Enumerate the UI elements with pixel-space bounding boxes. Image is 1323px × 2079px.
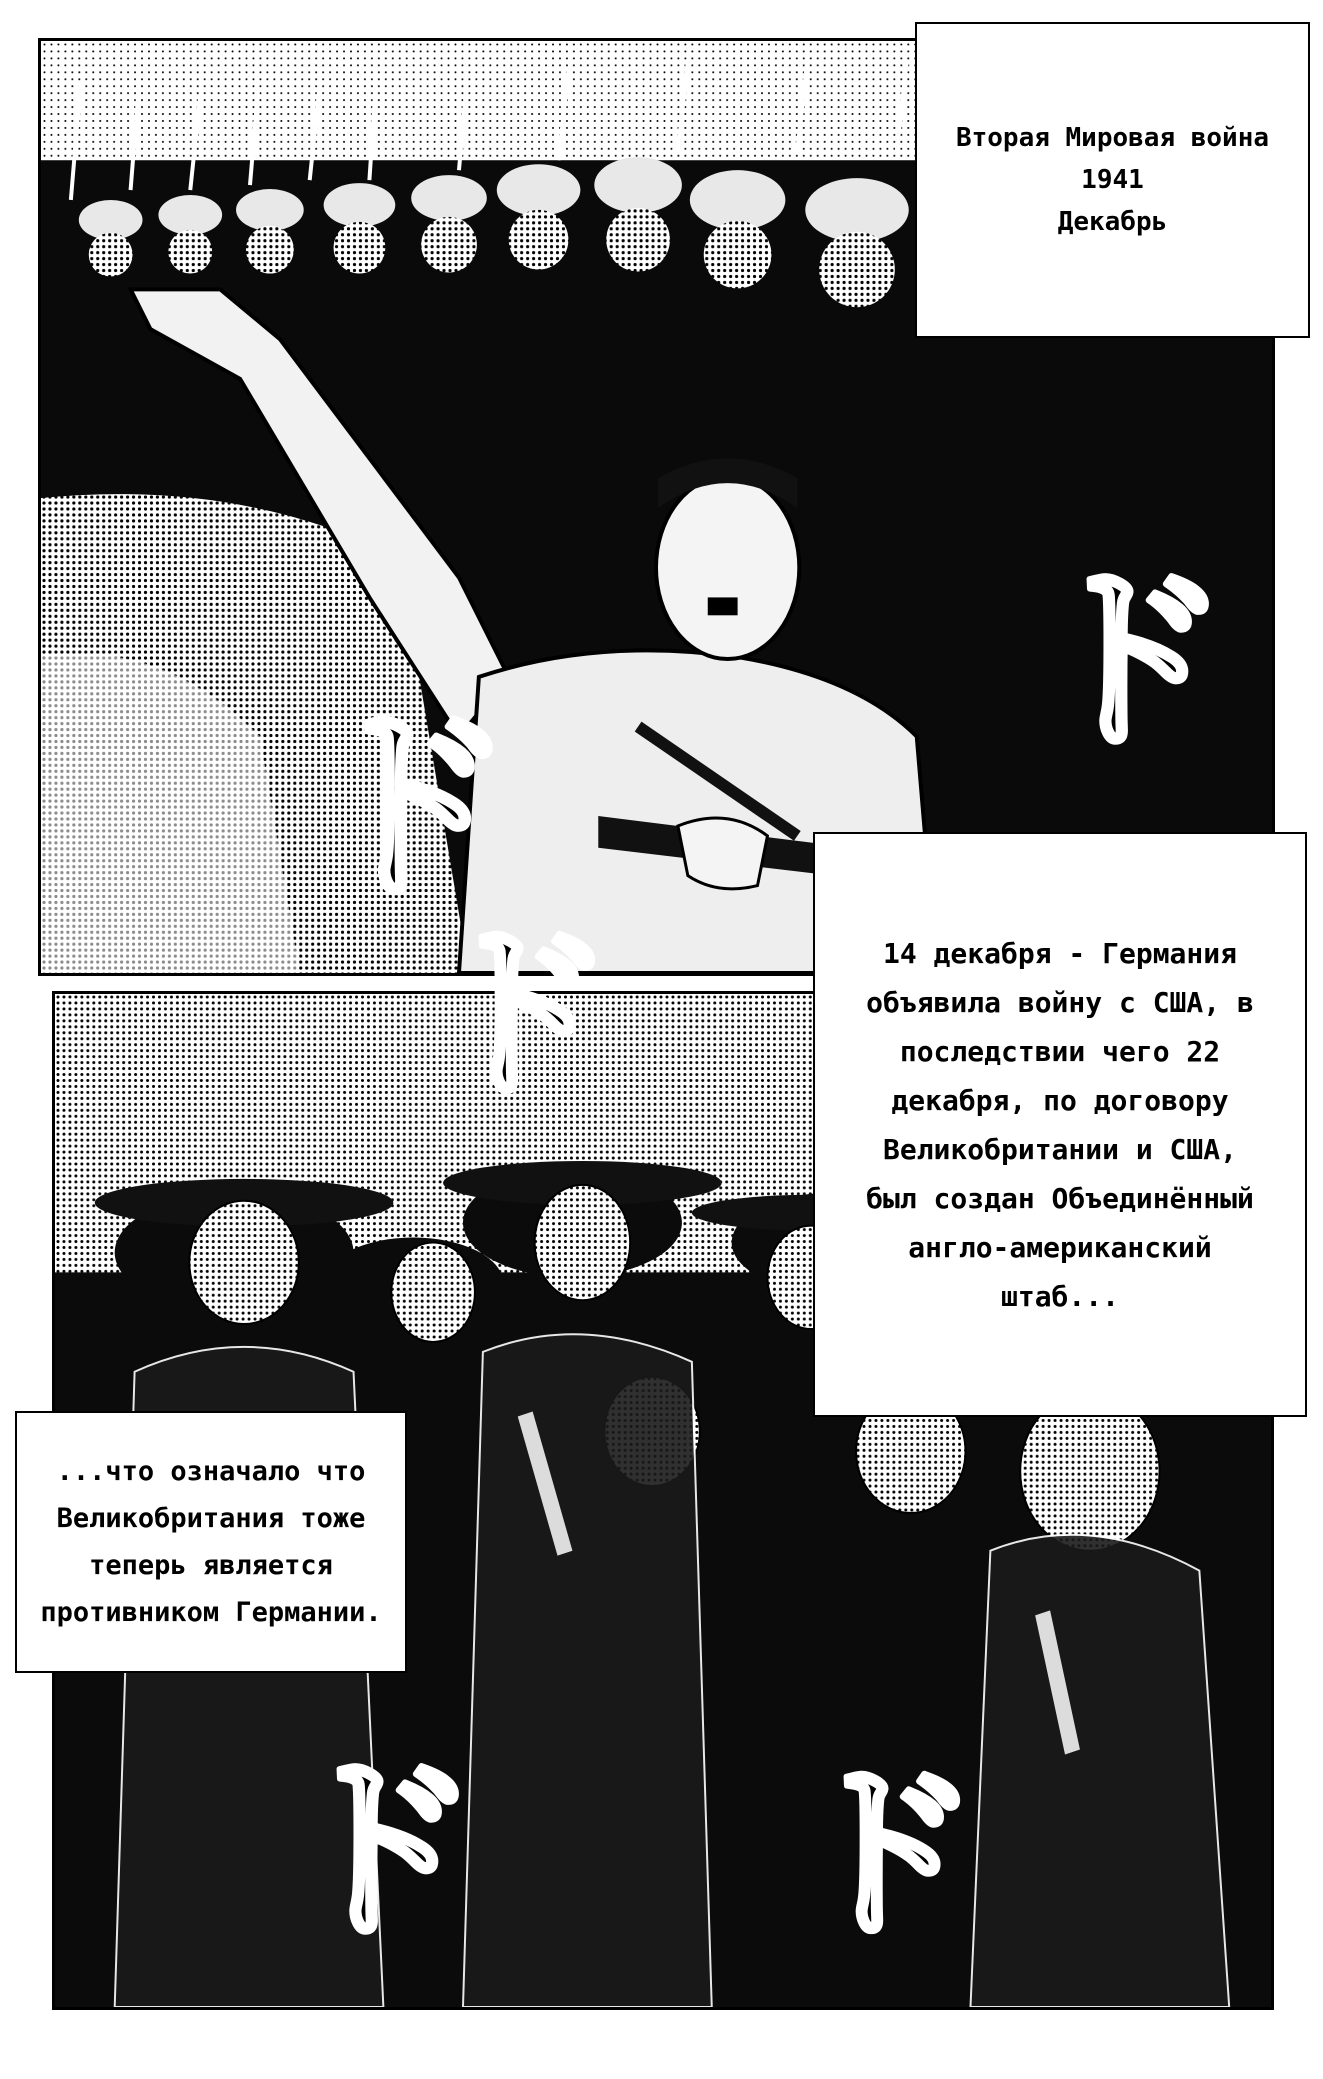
caption-declaration-line: англо-американский <box>908 1230 1212 1264</box>
sfx-do-5: ド <box>790 1744 981 1965</box>
caption-consequence-line: теперь является <box>89 1550 333 1581</box>
caption-declaration-line: штаб... <box>1000 1279 1119 1313</box>
caption-declaration-line: Великобритании и США, <box>882 1132 1237 1166</box>
caption-declaration <box>813 832 1307 1417</box>
caption-consequence <box>15 1411 407 1673</box>
caption-consequence-line: ...что означало что <box>56 1456 366 1487</box>
caption-date-line: 1941 <box>1081 165 1144 195</box>
caption-declaration-line: 14 декабря - Германия <box>882 936 1237 970</box>
caption-date-line: Декабрь <box>1057 207 1168 237</box>
caption-consequence-line: противником Германии. <box>40 1597 382 1628</box>
sfx-do-3: ド <box>425 904 616 1125</box>
caption-declaration-line: был создан Объединённый <box>866 1181 1254 1215</box>
caption-date-line: Вторая Мировая война <box>955 123 1270 153</box>
caption-declaration-line: объявила войну с США, в <box>866 985 1254 1019</box>
caption-declaration-line: декабря, по договору <box>891 1083 1229 1117</box>
sfx-do-4: ド <box>280 1735 481 1968</box>
caption-declaration-line: последствии чего 22 <box>899 1034 1221 1068</box>
sfx-do-1: ド <box>305 685 516 930</box>
sfx-do-2: ド <box>1030 545 1231 778</box>
caption-date <box>915 22 1310 338</box>
caption-consequence-line: Великобритания тоже <box>56 1503 366 1534</box>
